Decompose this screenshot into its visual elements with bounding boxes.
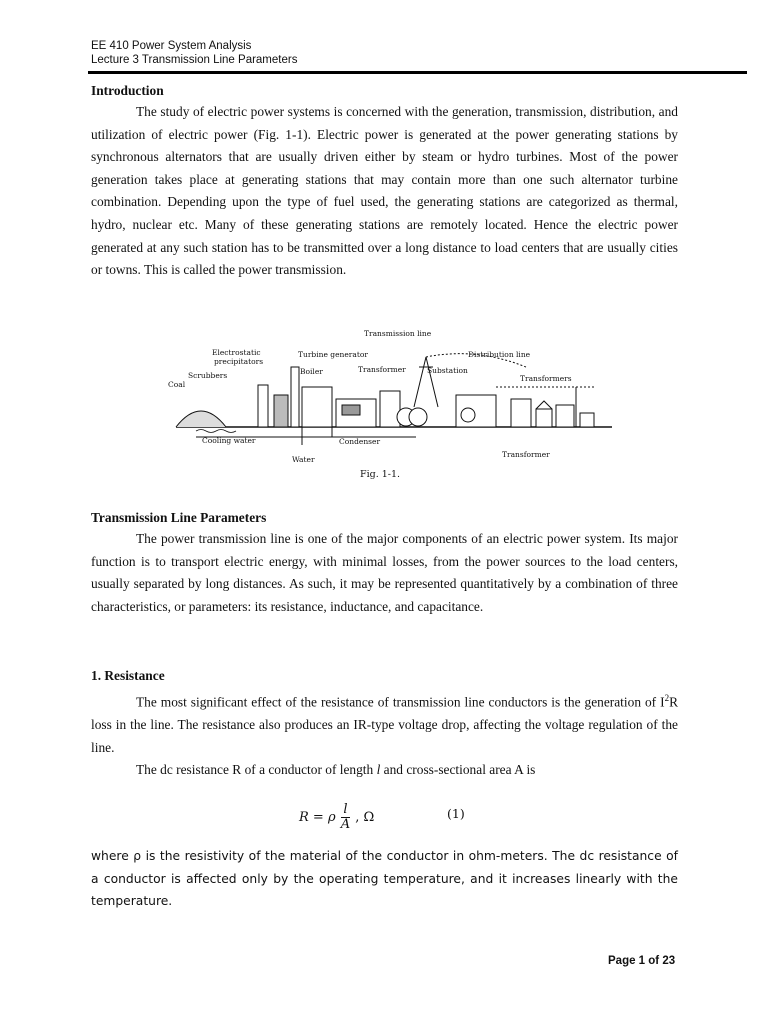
equation-denominator: A	[340, 817, 351, 832]
equation-fraction	[341, 803, 350, 832]
label-condenser: Condenser	[339, 437, 381, 446]
tlp-paragraph-block	[91, 528, 678, 618]
resistance-equation	[299, 803, 374, 832]
label-water: Water	[292, 455, 315, 464]
resistance-p1-after: R loss in the line. The resistance also produces an IR-type voltage drop, affecting the voltage regulation of the line.	[91, 694, 678, 755]
equation-lhs: R = ρ	[299, 810, 336, 825]
power-system-figure	[156, 327, 612, 487]
label-substation: Substation	[427, 366, 468, 375]
power-system-diagram	[156, 327, 612, 487]
resistance-paragraph-3: where ρ is the resistivity of the material of the conductor in ohm-meters. The dc resistance of a conductor is affected only by the operating temperature, and it increases linearly with the temperature.	[91, 849, 678, 909]
label-transformers: Transformers	[520, 374, 572, 383]
resistance-heading: 1. Resistance	[91, 668, 165, 683]
resistance-paragraph-block	[91, 687, 678, 782]
page-number	[608, 955, 675, 967]
label-turbine-generator: Turbine generator	[298, 350, 368, 359]
header-rule	[88, 71, 747, 74]
resistance-paragraph-3-block	[91, 845, 678, 913]
resistance-p2-var: l	[376, 762, 381, 778]
equation-number: (1)	[447, 806, 465, 821]
label-transformer-bottom: Transformer	[502, 450, 550, 459]
resistance-p1-sup: 2	[664, 693, 670, 703]
resistance-p2-before: The dc resistance R of a conductor of length	[136, 762, 377, 778]
label-cooling-water: Cooling water	[202, 436, 256, 445]
label-precipitators: precipitators	[214, 357, 264, 366]
label-transmission-line: Transmission line	[364, 329, 432, 338]
document-lecture-title: Lecture 3 Transmission Line Parameters	[91, 54, 298, 66]
label-boiler: Boiler	[300, 367, 323, 376]
equation-numerator: l	[341, 803, 350, 818]
intro-paragraph: The study of electric power systems is concerned with the generation, transmission, distribution, and utilization of electric power (Fig. 1-1). Electric power is generated at the power generating stations by synchronous alternators that are usually driven either by steam or hydro turbines. Most of the power generation takes place at generating stations that may contain more than one such alternator turbine combination. Depending upon the type of fuel used, the generating stations are categorized as thermal, hydro, nuclear etc. Many of these generating stations are remotely located. Hence the electric power generated at any such station has to be transmitted over a long distance to load centers that are usually cities or towns. This is called the power transmission.	[91, 104, 678, 278]
page-number-label: Page 1 of 23	[608, 955, 676, 967]
resistance-paragraph-1	[91, 687, 678, 759]
tlp-paragraph: The power transmission line is one of the major components of an electric power system. Its major function is to transport electric energy, with minimal losses, from the power sources to the load centers, usually separated by long distances. As such, it may be represented quantitatively by a combination of three characteristics, or parameters: its resistance, inductance, and capacitance.	[91, 531, 678, 614]
equation-unit: , Ω	[355, 810, 375, 825]
document-course-title: EE 410 Power System Analysis	[91, 40, 252, 52]
label-coal: Coal	[168, 380, 186, 389]
resistance-p1-before: The most significant effect of the resistance of transmission line conductors is the generation of I	[136, 694, 665, 710]
label-transformer-top: Transformer	[358, 365, 406, 374]
intro-paragraph-block	[91, 101, 678, 282]
resistance-p2-after: and cross-sectional area A is	[380, 762, 536, 778]
intro-heading: Introduction	[91, 83, 164, 98]
label-scrubbers: Scrubbers	[188, 371, 228, 380]
label-electrostatic: Electrostatic	[212, 348, 261, 357]
label-distribution-line: Distribution line	[468, 350, 531, 359]
resistance-paragraph-2	[91, 759, 678, 782]
tlp-heading: Transmission Line Parameters	[91, 510, 267, 525]
figure-caption: Fig. 1-1.	[360, 469, 401, 480]
